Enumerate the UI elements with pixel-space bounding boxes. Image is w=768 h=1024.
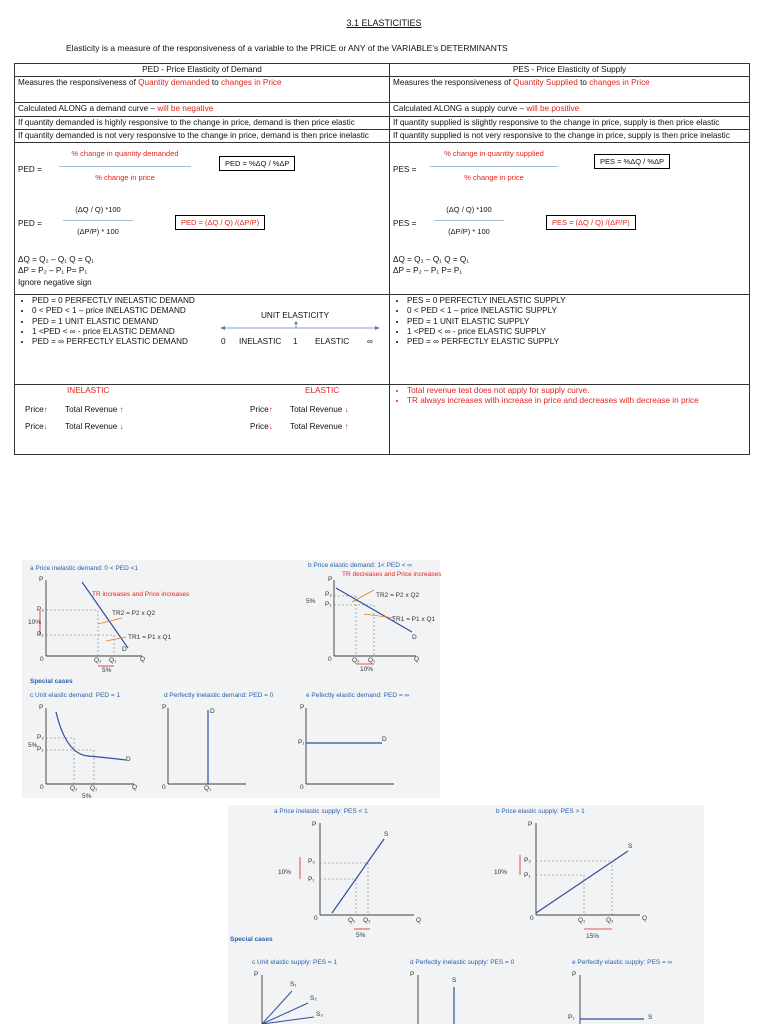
p2-label: P₂	[37, 734, 44, 741]
demand-a-caption: a Price inelastic demand: 0 < PED <1	[30, 565, 139, 572]
pes-f2-denominator: (ΔP/P) * 100	[448, 227, 490, 237]
q1-label: Q₁	[90, 785, 98, 792]
curve-d-label: D	[122, 646, 127, 653]
supply-graphs	[228, 805, 704, 1024]
axis-zero: 0	[40, 656, 44, 663]
scale-elastic: ELASTIC	[315, 337, 350, 346]
pct-label: 10%	[278, 869, 292, 876]
curve-s-label: S	[628, 843, 633, 850]
price-label: Price	[250, 405, 269, 414]
demand-b-caption: b Price elastic demand: 1< PED < ∞	[308, 562, 412, 569]
axis-zero: 0	[314, 915, 318, 922]
axis-zero: 0	[162, 784, 166, 791]
price-label: Price	[250, 422, 269, 431]
tr2-label: TR2 = P2 x Q2	[376, 592, 420, 599]
q1-label: Q₁	[348, 917, 356, 924]
special-cases-label: Special cases	[30, 678, 73, 685]
tr2-label: TR2 = P2 x Q2	[112, 610, 156, 617]
p2-label: P₂	[325, 591, 332, 598]
pes-elastic-def: If quantity supplied is slightly responsive to the change in price, supply is then price elastic	[390, 116, 750, 129]
price-label: Price	[25, 405, 44, 414]
axis-zero: 0	[40, 784, 44, 791]
pes-f2-numerator: (ΔQ / Q) *100	[434, 205, 504, 221]
price-label: Price	[25, 422, 44, 431]
demand-diagrams	[22, 560, 440, 798]
q1-label: Q₁	[578, 917, 586, 924]
ped-f1-box: PED = %ΔQ / %ΔP	[219, 156, 295, 171]
pes-delta-p: ΔP = P₂ – P₁ P= P₁	[393, 266, 463, 275]
p1-label: P₁	[524, 872, 531, 879]
q2-label: Q₂	[606, 917, 614, 924]
p1-label: P₁	[37, 631, 44, 638]
scale-infinity: ∞	[367, 337, 373, 346]
curve-d-label: D	[382, 736, 387, 743]
q2-label: Q₂	[94, 657, 102, 664]
axis-zero: 0	[328, 656, 332, 663]
supply-graph-b	[520, 823, 640, 929]
axis-p: P	[39, 576, 44, 583]
pct-label: 5%	[356, 932, 366, 939]
list-item: • 0 < PED < 1 – price INELASTIC DEMAND	[32, 306, 222, 316]
axis-q: Q	[140, 656, 146, 663]
arrow-up-icon: ↑	[344, 422, 349, 431]
ped-inelastic-def: If quantity demanded is not very responsive to the change in price, demand is then price inelastic	[15, 129, 390, 142]
pct-label: 15%	[586, 933, 600, 940]
ped-f2-numerator: (ΔQ / Q) *100	[63, 205, 133, 221]
special-cases-label: Special cases	[230, 936, 273, 943]
page-title: 3.1 ELASTICITIES	[346, 18, 422, 28]
ped-f2-box: PED = (ΔQ / Q) /(ΔP/P)	[175, 215, 265, 230]
pes-f1-box: PES = %ΔQ / %ΔP	[594, 154, 670, 169]
supply-graph-a	[300, 823, 414, 929]
axis-q: Q	[642, 915, 648, 922]
elastic-label: ELASTIC	[305, 386, 340, 395]
tr-label: Total Revenue	[290, 405, 343, 414]
p2-label: P₂	[524, 857, 531, 864]
pes-header: PES - Price Elasticity of Supply	[390, 64, 750, 77]
p2-label: P₂	[308, 858, 315, 865]
axis-q: Q	[416, 917, 422, 924]
ped-formulas	[15, 143, 390, 295]
axis-p: P	[528, 821, 533, 828]
list-item: • 0 < PED < 1 – price INELASTIC SUPPLY	[407, 306, 746, 316]
elasticity-table	[14, 63, 750, 455]
demand-b-note: TR decreases and Price increases	[342, 571, 442, 578]
list-item: • PES = 0 PERFECTLY INELASTIC SUPPLY	[407, 296, 746, 306]
axis-p: P	[300, 704, 305, 711]
demand-graph-d	[168, 708, 246, 784]
pct-label: 5%	[28, 742, 38, 749]
arrow-up-icon: ↑	[268, 405, 273, 414]
list-item: • 1 <PED < ∞ - price ELASTIC SUPPLY	[407, 327, 746, 337]
q2-label: Q₂	[352, 657, 360, 664]
pct-label: 5%	[102, 667, 112, 674]
axis-q: Q	[132, 784, 138, 791]
pes-formulas	[390, 143, 750, 295]
p1-label: P₁	[308, 876, 315, 883]
supply-graph-e	[580, 975, 644, 1024]
unit-elasticity-label: UNIT ELASTICITY	[261, 311, 330, 320]
p1-label: P₁	[325, 601, 332, 608]
supply-c-caption: c Unit elastic supply: PES = 1	[252, 959, 338, 966]
pct-label: 5%	[306, 598, 316, 605]
supply-b-caption: b Price elastic supply: PES > 1	[496, 808, 585, 815]
axis-p: P	[572, 971, 577, 978]
pes-delta-q: ΔQ = Q₂ – Q₁ Q = Q₁	[393, 255, 470, 264]
arrow-down-icon: ↓	[344, 405, 349, 414]
list-item: • Total revenue test does not apply for supply curve.	[407, 386, 746, 396]
ped-ignore-sign: Ignore negative sign	[18, 278, 92, 287]
tr-label: Total Revenue	[290, 422, 343, 431]
supply-d-caption: d Perfectly inelastic supply: PES = 0	[410, 959, 515, 966]
list-item: • 1 <PED < ∞ - price ELASTIC DEMAND	[32, 327, 222, 337]
axis-p: P	[410, 971, 415, 978]
scale-one: 1	[293, 337, 298, 346]
pes-revenue-notes	[390, 385, 750, 455]
pes-f1-lhs: PES =	[393, 165, 417, 174]
elasticity-scale	[220, 321, 380, 335]
arrow-up-icon: ↑	[119, 405, 124, 414]
ped-revenue-test	[15, 385, 390, 455]
axis-zero: 0	[530, 915, 534, 922]
supply-e-caption: e Perfectly elastic supply: PES = ∞	[572, 959, 673, 966]
inelastic-label: INELASTIC	[67, 386, 110, 395]
pes-f2-lhs: PES =	[393, 219, 417, 228]
scale-inelastic: INELASTIC	[239, 337, 282, 346]
list-item: • PED = 0 PERFECTLY INELASTIC DEMAND	[32, 296, 222, 306]
pes-calculated: Calculated ALONG a supply curve – will be positive	[390, 103, 750, 116]
curve-s-label: S	[384, 831, 389, 838]
pct-label: 5%	[82, 793, 92, 800]
p2-label: P₂	[37, 606, 44, 613]
q1-label: Q₁	[368, 657, 376, 664]
list-item: • TR always increases with increase in price and decreases with decrease in price	[407, 396, 746, 406]
ped-f2-lhs: PED =	[18, 219, 42, 228]
curve-s-label: S	[648, 1014, 653, 1021]
ped-categories	[15, 295, 390, 385]
supply-diagrams	[228, 805, 704, 1024]
ped-elastic-def: If quantity demanded is highly responsive to the change in price, demand is then price elastic	[15, 116, 390, 129]
list-item: • PED = ∞ PERFECTLY ELASTIC SUPPLY	[407, 337, 746, 347]
axis-p: P	[328, 576, 333, 583]
pes-definition: Measures the responsiveness of Quantity Supplied to changes in Price	[390, 77, 750, 103]
pes-f1-numerator: % change in quantity supplied	[430, 149, 558, 167]
p1-label: P₁	[37, 746, 44, 753]
curve-s-label: S	[452, 977, 457, 984]
arrow-down-icon: ↓	[43, 422, 48, 431]
p1-label: P₁	[568, 1014, 575, 1021]
pes-inelastic-def: If quantity supplied is not very responsive to the change in price, supply is then price inelastic	[390, 129, 750, 142]
list-item: • PED = 1 UNIT ELASTIC DEMAND	[32, 317, 222, 327]
q2-label: Q₂	[70, 785, 78, 792]
curve-d-label: D	[210, 708, 215, 715]
pes-f2-box: PES = (ΔQ / Q) /(ΔP/P)	[546, 215, 636, 230]
pes-categories	[390, 295, 750, 385]
tr-label: Total Revenue	[65, 405, 118, 414]
axis-p: P	[312, 821, 317, 828]
q2-label: Q₂	[363, 917, 371, 924]
axis-p: P	[254, 971, 259, 978]
ped-f1-denominator: % change in price	[95, 173, 155, 183]
ped-header: PED - Price Elasticity of Demand	[15, 64, 390, 77]
supply-graph-d	[418, 975, 457, 1024]
ped-f1-numerator: % change in quantity demanded	[59, 149, 191, 167]
list-item: • PED = 1 UNIT ELASTIC SUPPLY	[407, 317, 746, 327]
demand-graph-e	[306, 708, 394, 784]
pct-label: 10%	[28, 619, 42, 626]
ped-f1-lhs: PED =	[18, 165, 42, 174]
pct-label: 10%	[360, 666, 374, 673]
arrow-down-icon: ↓	[268, 422, 273, 431]
axis-q: Q	[414, 656, 420, 663]
axis-zero: 0	[300, 784, 304, 791]
demand-e-caption: e Pefectly elastic demand: PED = ∞	[306, 692, 410, 699]
ped-delta-q: ΔQ = Q₂ – Q₁ Q = Q₁	[18, 255, 95, 264]
q1-label: Q₁	[204, 785, 212, 792]
axis-p: P	[162, 704, 167, 711]
axis-p: P	[39, 704, 44, 711]
list-item: • PED = ∞ PERFECTLY ELASTIC DEMAND	[32, 337, 222, 347]
p1-label: P₁	[298, 739, 305, 746]
tr1-label: TR1 = P1 x Q1	[392, 616, 436, 623]
ped-delta-p: ΔP = P₂ – P₁ P= P₁	[18, 266, 88, 275]
ped-definition: Measures the responsiveness of Quantity demanded to changes in Price	[15, 77, 390, 103]
demand-graph-c	[46, 708, 134, 784]
supply-graph-c	[262, 975, 314, 1024]
demand-c-caption: c Unit elastic demand: PED = 1	[30, 692, 121, 699]
curve-s2-label: S₂	[310, 995, 317, 1002]
arrow-down-icon: ↓	[119, 422, 124, 431]
tr1-label: TR1 = P1 x Q1	[128, 634, 172, 641]
curve-d-label: D	[126, 756, 131, 763]
ped-calculated: Calculated ALONG a demand curve – will be negative	[15, 103, 390, 116]
pct-label: 10%	[494, 869, 508, 876]
demand-d-caption: d Perfectly inelastic demand: PED = 0	[164, 692, 274, 699]
scale-zero: 0	[221, 337, 226, 346]
intro-text: Elasticity is a measure of the responsiveness of a variable to the PRICE or ANY of the VARIABLE’s DETERMINANTS	[66, 43, 508, 53]
ped-f2-denominator: (ΔP/P) * 100	[77, 227, 119, 237]
supply-a-caption: a Price inelastic supply: PES < 1	[274, 808, 368, 815]
tr-label: Total Revenue	[65, 422, 118, 431]
curve-s3-label: S₃	[316, 1011, 323, 1018]
curve-d-label: D	[412, 634, 417, 641]
pes-f1-denominator: % change in price	[464, 173, 524, 183]
curve-s1-label: S₁	[290, 981, 297, 988]
q1-label: Q₁	[109, 657, 117, 664]
demand-a-note: TR increases and Price increases	[92, 591, 190, 598]
arrow-up-icon: ↑	[43, 405, 48, 414]
